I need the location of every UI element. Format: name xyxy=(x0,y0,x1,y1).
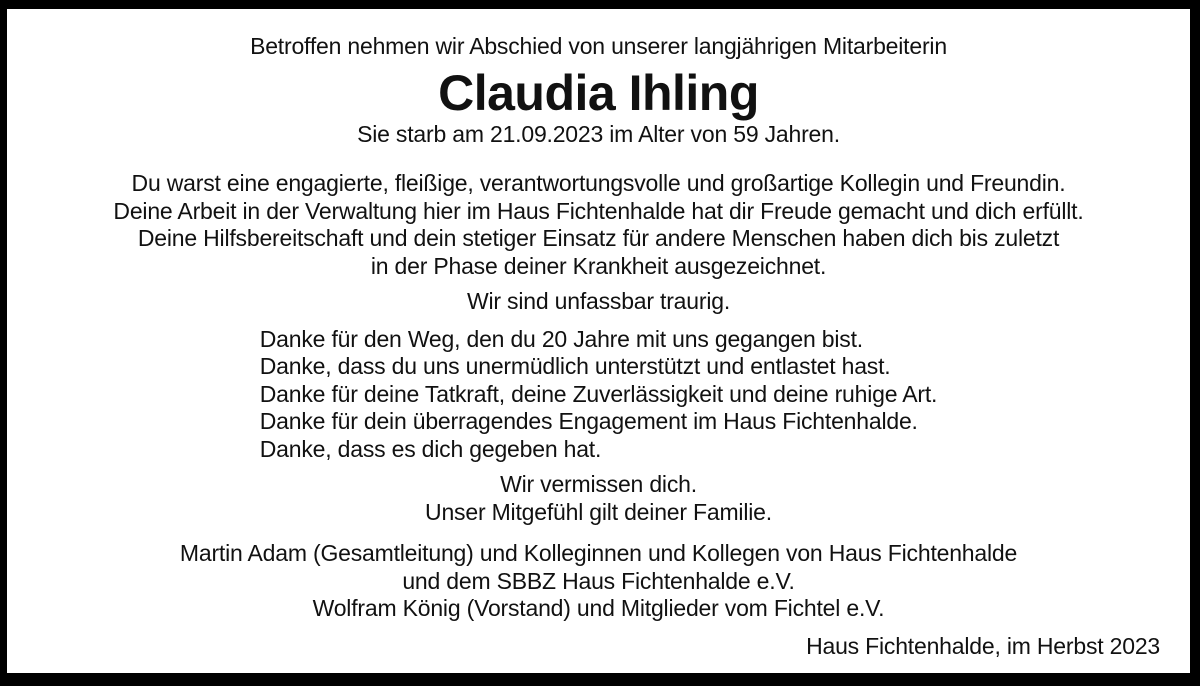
farewell-line: Unser Mitgefühl gilt deiner Familie. xyxy=(425,498,772,525)
thanks-section xyxy=(7,326,1190,464)
signature-line: und dem SBBZ Haus Fichtenhalde e.V. xyxy=(402,567,795,594)
tribute-line: Deine Hilfsbereitschaft und dein stetiger Einsatz für andere Menschen haben dich bis zuletzt xyxy=(137,225,1060,251)
sad-line: Wir sind unfassbar traurig. xyxy=(466,288,731,314)
farewell-section xyxy=(7,471,1190,526)
thanks-line: Danke für deine Tatkraft, deine Zuverlässigkeit und deine ruhige Art. xyxy=(259,380,938,407)
thanks-line: Danke, dass es dich gegeben hat. xyxy=(259,435,602,462)
thanks-block xyxy=(260,326,937,464)
closing-line: Haus Fichtenhalde, im Herbst 2023 xyxy=(806,632,1160,659)
intro-line: Betroffen nehmen wir Abschied von unserer langjährigen Mitarbeiterin xyxy=(250,33,947,59)
tribute-paragraph xyxy=(7,170,1190,280)
signature-section xyxy=(7,540,1190,623)
signature-line: Martin Adam (Gesamtleitung) und Kolleginnen und Kollegen von Haus Fichtenhalde xyxy=(179,540,1018,566)
signature-line: Wolfram König (Vorstand) und Mitglieder vom Fichtel e.V. xyxy=(312,595,885,621)
farewell-line: Wir vermissen dich. xyxy=(500,471,697,497)
deceased-name: Claudia Ihling xyxy=(438,64,759,121)
tribute-line: in der Phase deiner Krankheit ausgezeichnet. xyxy=(370,252,827,279)
thanks-line: Danke, dass du uns unermüdlich unterstützt und entlastet hast. xyxy=(259,353,891,379)
death-date-line: Sie starb am 21.09.2023 im Alter von 59 Jahren. xyxy=(357,120,840,147)
tribute-line: Du warst eine engagierte, fleißige, verantwortungsvolle und großartige Kollegin und Freundin. xyxy=(131,170,1066,196)
tribute-line: Deine Arbeit in der Verwaltung hier im Haus Fichtenhalde hat dir Freude gemacht und dich erfüllt. xyxy=(113,197,1084,224)
thanks-line: Danke für dein überragendes Engagement im Haus Fichtenhalde. xyxy=(259,408,918,434)
thanks-line: Danke für den Weg, den du 20 Jahre mit uns gegangen bist. xyxy=(259,325,863,352)
